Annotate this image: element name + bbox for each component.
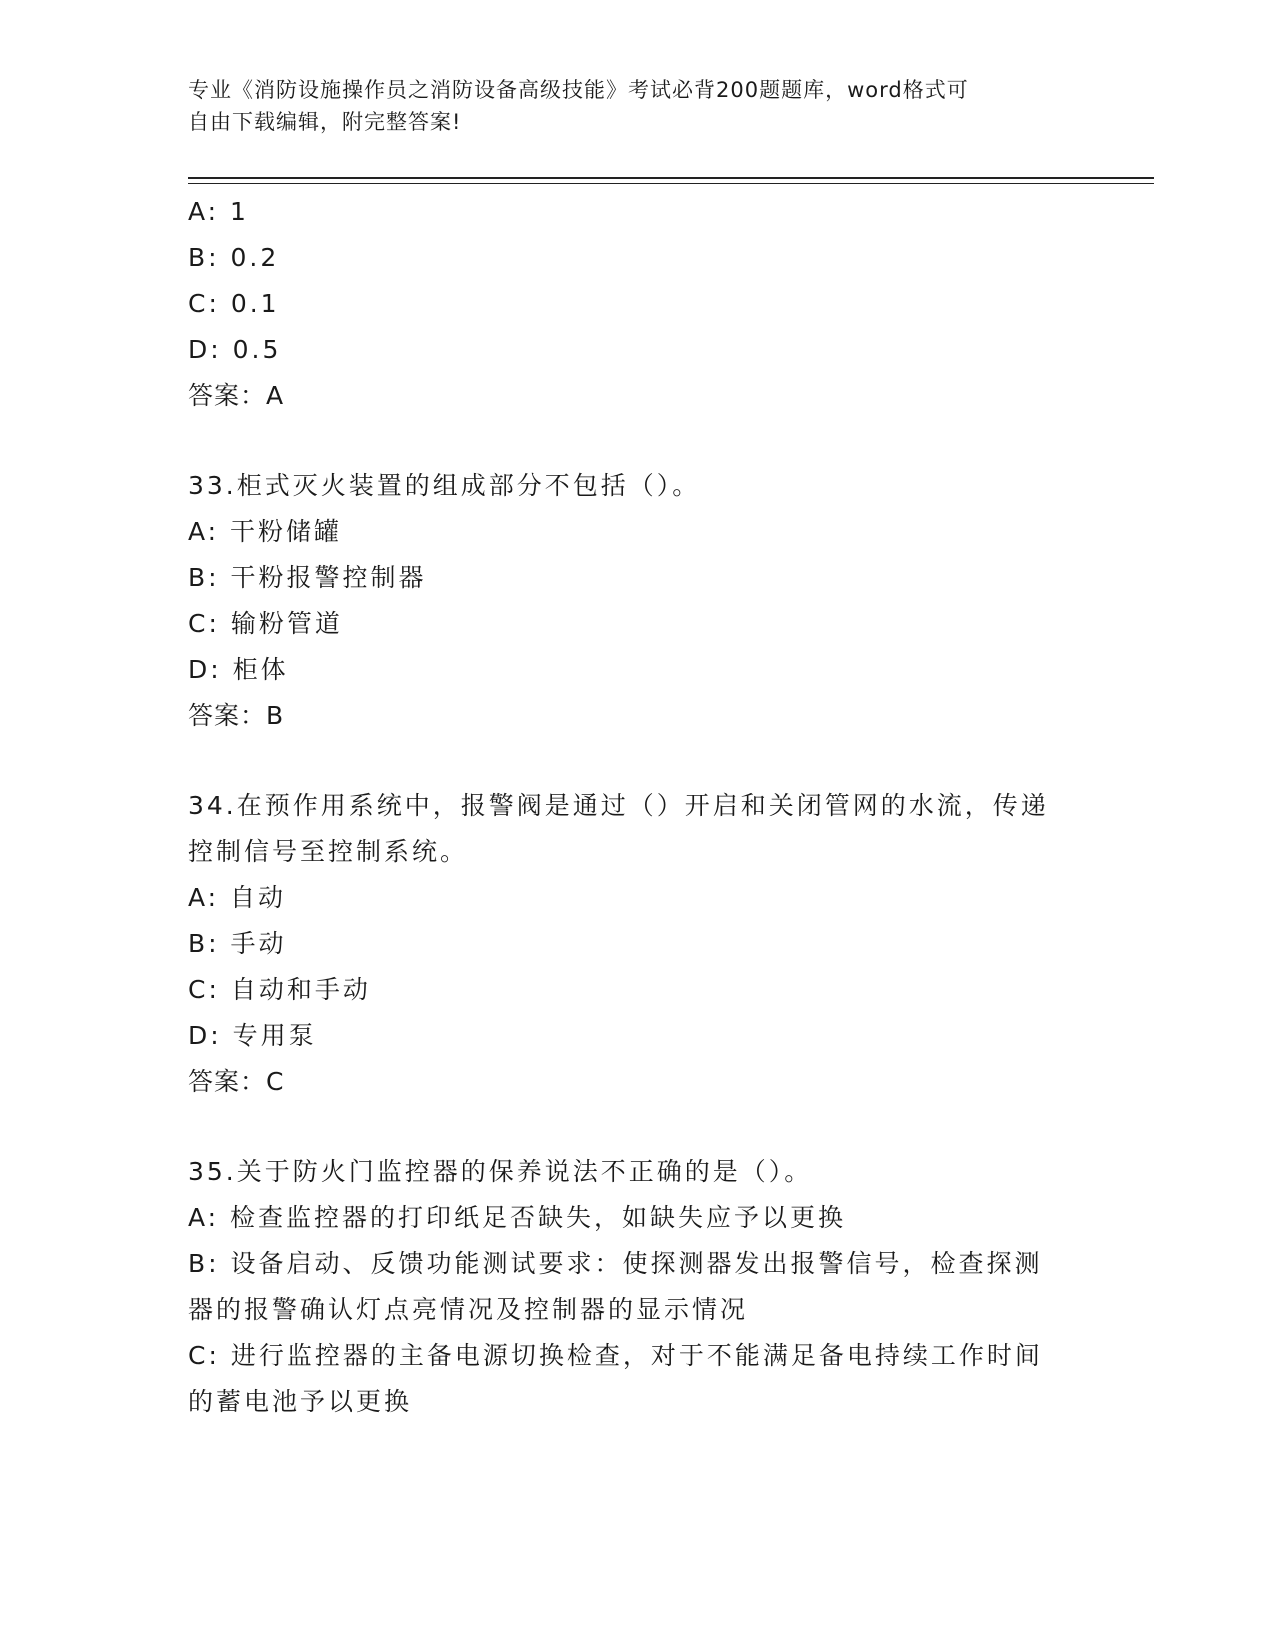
header-divider-thin [188, 183, 1154, 184]
option-c: C: 0.1 [188, 289, 280, 318]
question-list [188, 189, 1088, 1425]
question-stem-line-1: 34.在预作用系统中，报警阀是通过（）开启和关闭管网的水流，传递 [188, 791, 1049, 820]
option-c: C: 自动和手动 [188, 975, 371, 1004]
option-c: C: 输粉管道 [188, 609, 343, 638]
question-35 [188, 1149, 1088, 1425]
document-header [188, 74, 1068, 138]
option-c-line-1: C: 进行监控器的主备电源切换检查，对于不能满足备电持续工作时间 [188, 1341, 1043, 1370]
option-c-line-2: 的蓄电池予以更换 [188, 1387, 413, 1416]
question-stem-line-2: 控制信号至控制系统。 [188, 837, 469, 866]
header-line-2: 自由下载编辑，附完整答案! [188, 110, 462, 134]
option-b: B: 手动 [188, 929, 287, 958]
option-a: A: 干粉储罐 [188, 517, 343, 546]
option-b: B: 0.2 [188, 243, 280, 272]
question-33 [188, 463, 1088, 739]
answer: 答案：B [188, 701, 285, 730]
option-b: B: 干粉报警控制器 [188, 563, 427, 592]
option-b-line-2: 器的报警确认灯点亮情况及控制器的显示情况 [188, 1295, 749, 1324]
header-line-1: 专业《消防设施操作员之消防设备高级技能》考试必背200题题库，word格式可 [188, 78, 969, 102]
question-stem: 33.柜式灭火装置的组成部分不包括（）。 [188, 471, 701, 500]
question-stem: 35.关于防火门监控器的保养说法不正确的是（）。 [188, 1157, 813, 1186]
answer: 答案：A [188, 381, 285, 410]
option-a: A: 1 [188, 197, 249, 226]
option-d: D: 专用泵 [188, 1021, 317, 1050]
answer: 答案：C [188, 1067, 285, 1096]
header-divider-thick [188, 177, 1154, 179]
question-34 [188, 783, 1088, 1105]
option-a: A: 自动 [188, 883, 287, 912]
option-a: A: 检查监控器的打印纸足否缺失，如缺失应予以更换 [188, 1203, 847, 1232]
option-d: D: 0.5 [188, 335, 282, 364]
option-d: D: 柜体 [188, 655, 289, 684]
option-b-line-1: B: 设备启动、反馈功能测试要求：使探测器发出报警信号，检查探测 [188, 1249, 1043, 1278]
question-32-continued [188, 189, 1088, 419]
